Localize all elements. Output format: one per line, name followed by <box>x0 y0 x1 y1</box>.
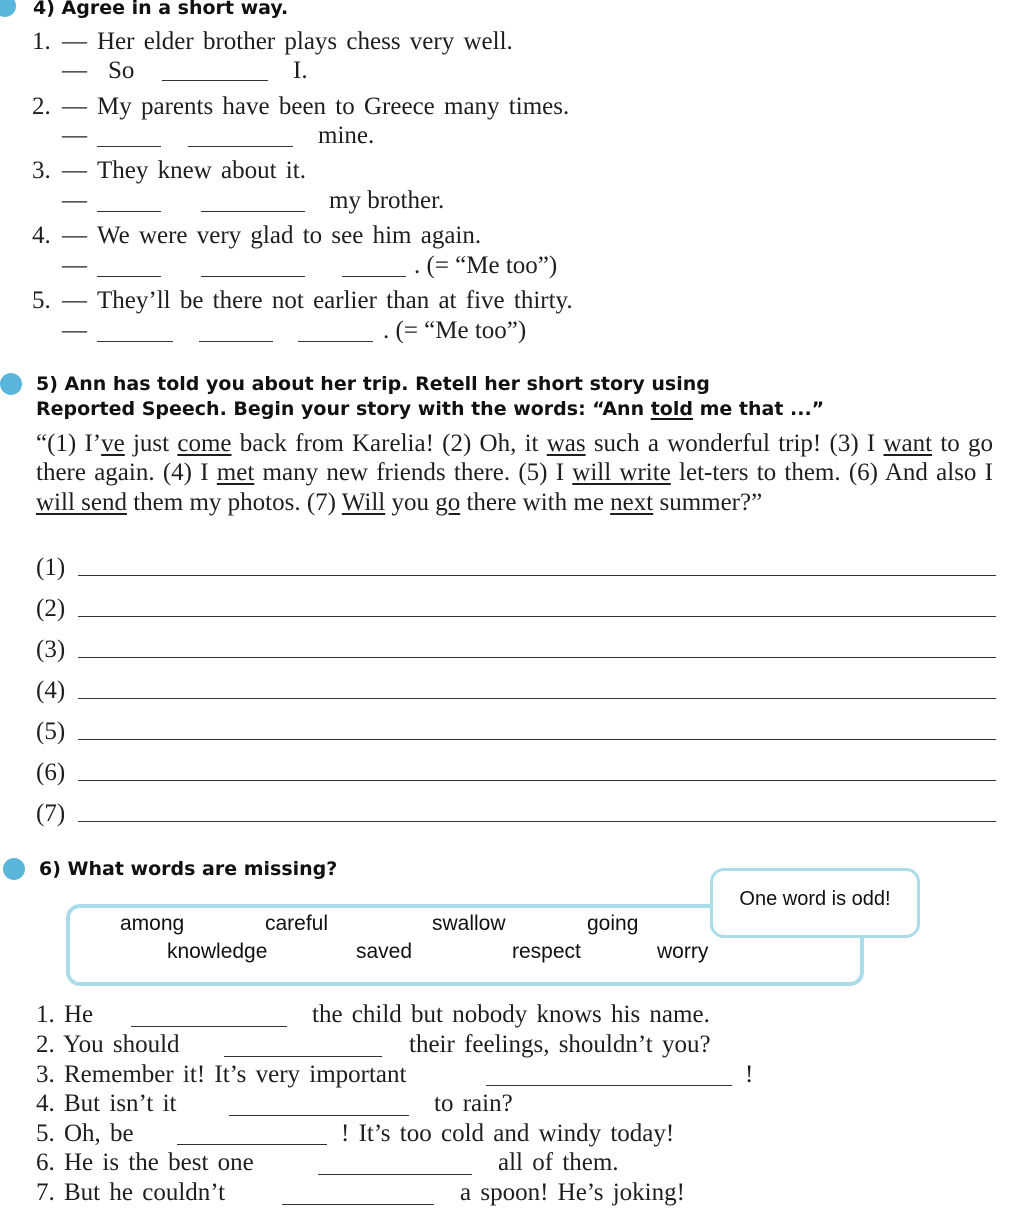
story-underlined: come <box>177 430 232 457</box>
reply-dash: — <box>62 187 87 214</box>
answer-blank[interactable] <box>342 276 406 277</box>
answer-line[interactable] <box>78 657 996 658</box>
reply-word: mine. <box>318 122 375 149</box>
answer-line[interactable] <box>78 616 996 617</box>
answer-blank[interactable] <box>318 1174 472 1175</box>
answer-blank[interactable] <box>97 276 161 277</box>
answer-blank[interactable] <box>298 341 373 342</box>
odd-word-note <box>710 868 920 938</box>
story-underlined: met <box>216 459 255 487</box>
answer-blank[interactable] <box>201 276 305 277</box>
story-text: to go there again. (4) I <box>36 430 994 487</box>
exercise-5-title-line2 <box>36 398 824 420</box>
sentence-start: 1. He <box>36 1001 94 1028</box>
story-text: you <box>385 488 436 516</box>
statement: Her elder brother plays chess very well. <box>97 28 513 55</box>
sentence-end: a spoon! He’s joking! <box>460 1179 685 1206</box>
story-underlined: will send <box>36 488 127 516</box>
story-underlined: want <box>883 430 933 457</box>
sentence-start: 7. But he couldn’t <box>36 1179 226 1206</box>
dialog-dash: — <box>62 222 87 249</box>
answer-label: (4) <box>36 677 66 704</box>
statement: We were very glad to see him again. <box>97 222 482 249</box>
title-quote-start: “Ann <box>592 398 651 420</box>
answer-blank[interactable] <box>97 341 173 342</box>
word-option: going <box>587 912 639 935</box>
story-underlined: next <box>610 488 654 516</box>
answer-label: (7) <box>36 800 66 827</box>
story-underlined: go <box>435 488 461 516</box>
exercise-5-bullet <box>0 373 22 395</box>
story-underlined: was <box>546 430 586 457</box>
story-underlined: ve <box>101 430 125 457</box>
answer-blank[interactable] <box>131 1026 287 1027</box>
reply-dash: — <box>62 57 87 84</box>
answer-line[interactable] <box>78 698 996 699</box>
sentence-end: ! <box>745 1061 754 1088</box>
answer-blank[interactable] <box>97 211 161 212</box>
sentence-end: ! It’s too cold and windy today! <box>341 1120 675 1147</box>
item-number: 3. <box>32 157 51 184</box>
word-option: swallow <box>432 912 506 935</box>
answer-blank[interactable] <box>162 80 268 81</box>
dialog-dash: — <box>62 28 87 55</box>
reply-word: So <box>108 57 135 84</box>
word-option: saved <box>356 940 413 963</box>
story-underlined: will write <box>572 459 671 487</box>
answer-blank[interactable] <box>201 211 305 212</box>
item-number: 2. <box>32 93 51 120</box>
sentence-start: 3. Remember it! It’s very important <box>36 1061 407 1088</box>
odd-word-note-text: One word is odd! <box>739 888 891 910</box>
answer-label: (1) <box>36 554 66 581</box>
answer-label: (3) <box>36 636 66 663</box>
answer-line[interactable] <box>78 780 996 781</box>
story-text: back from Karelia! (2) Oh, it <box>231 430 547 457</box>
word-option: among <box>120 912 185 935</box>
statement: They knew about it. <box>97 157 306 184</box>
exercise-6-bullet <box>3 858 25 880</box>
dialog-dash: — <box>62 157 87 184</box>
story-underlined: Will <box>341 488 386 516</box>
sentence-end: the child but nobody knows his name. <box>312 1001 710 1028</box>
sentence-start: 4. But isn’t it <box>36 1090 177 1117</box>
word-option: knowledge <box>167 940 268 963</box>
word-option: respect <box>512 940 581 963</box>
reply-dash: — <box>62 122 87 149</box>
story-text: “(1) I’ <box>36 430 102 457</box>
sentence-end: all of them. <box>498 1149 619 1176</box>
item-number: 5. <box>32 287 51 314</box>
answer-blank[interactable] <box>224 1056 382 1057</box>
dialog-dash: — <box>62 287 87 314</box>
answer-blank[interactable] <box>282 1204 434 1205</box>
answer-blank[interactable] <box>177 1144 327 1145</box>
answer-line[interactable] <box>78 739 996 740</box>
title-underlined-word: told <box>650 398 693 420</box>
reply-word: . (= “Me too”) <box>414 252 558 279</box>
answer-label: (2) <box>36 595 66 622</box>
answer-line[interactable] <box>78 821 996 822</box>
reply-word: my brother. <box>329 187 445 214</box>
exercise-6-title: 6) What words are missing? <box>39 858 338 880</box>
answer-label: (6) <box>36 759 66 786</box>
story-text: let-ters to them. (6) And also I <box>670 459 993 487</box>
word-option: careful <box>265 912 329 935</box>
word-option: worry <box>657 940 709 963</box>
answer-blank[interactable] <box>188 146 293 147</box>
item-number: 1. <box>32 28 51 55</box>
title-quote-end: me that ...” <box>692 398 825 420</box>
story-text: them my photos. (7) <box>126 488 342 516</box>
sentence-start: 2. You should <box>36 1031 180 1058</box>
exercise-4-title: 4) Agree in a short way. <box>33 0 289 19</box>
sentence-end: their feelings, shouldn’t you? <box>409 1031 711 1058</box>
reply-dash: — <box>62 252 87 279</box>
sentence-start: 6. He is the best one <box>36 1149 254 1176</box>
exercise-5-title-line1: 5) Ann has told you about her trip. Retell her short story using <box>36 373 710 395</box>
answer-line[interactable] <box>78 575 996 576</box>
answer-blank[interactable] <box>486 1085 732 1086</box>
story-paragraph <box>36 429 993 517</box>
item-number: 4. <box>32 222 51 249</box>
story-text: such a wonderful trip! (3) I <box>585 430 884 457</box>
story-text: there with me <box>460 488 611 516</box>
story-text: many new friends there. (5) I <box>254 459 573 487</box>
sentence-start: 5. Oh, be <box>36 1120 134 1147</box>
reply-word: . (= “Me too”) <box>383 317 527 344</box>
answer-label: (5) <box>36 718 66 745</box>
story-text: just <box>124 430 178 457</box>
dialog-dash: — <box>62 93 87 120</box>
reply-word: I. <box>293 57 308 84</box>
statement: They’ll be there not earlier than at five thirty. <box>97 287 573 314</box>
story-text: summer?” <box>653 488 763 516</box>
title-text: Reported Speech. Begin your story with the words: <box>36 398 593 420</box>
statement: My parents have been to Greece many times. <box>97 93 570 120</box>
exercise-4-bullet <box>0 0 16 17</box>
reply-dash: — <box>62 317 87 344</box>
answer-blank[interactable] <box>229 1115 409 1116</box>
answer-blank[interactable] <box>97 146 161 147</box>
sentence-end: to rain? <box>434 1090 513 1117</box>
answer-blank[interactable] <box>199 341 273 342</box>
